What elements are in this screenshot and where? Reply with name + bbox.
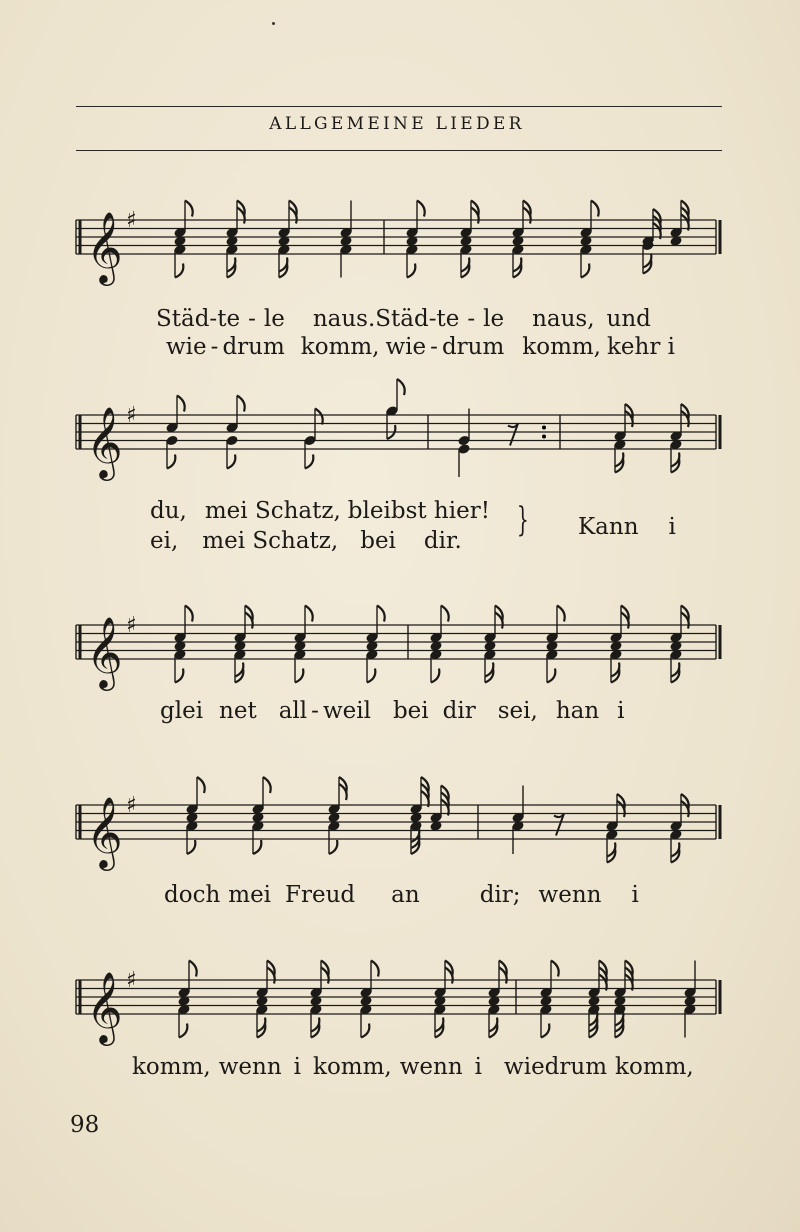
note-flag xyxy=(581,264,589,278)
lyric-syllable: i xyxy=(617,698,625,724)
lyric-syllable: komm, xyxy=(132,1054,211,1080)
lyric-hyphen: - xyxy=(467,306,476,332)
lyric-syllable: Städ-te xyxy=(156,306,241,332)
lyric-syllable: drum xyxy=(222,334,285,360)
lyric-line-2b xyxy=(150,530,462,553)
treble-clef-icon: 𝄞 xyxy=(86,405,123,478)
lyric-syllable: bleibst hier! xyxy=(347,498,490,524)
note-flag xyxy=(263,777,271,793)
lyric-syllable: net xyxy=(219,698,257,724)
lyric-syllable: wenn xyxy=(538,882,602,908)
lyric-syllable: und xyxy=(606,306,651,332)
note-flag xyxy=(591,201,599,217)
sharp-icon: ♯ xyxy=(126,968,137,993)
note-flag xyxy=(253,840,261,854)
note-flag xyxy=(237,396,245,412)
lyric-syllable: wie xyxy=(385,334,427,360)
lyric-syllable: drum xyxy=(441,334,505,360)
note-flag xyxy=(431,669,439,683)
note-flag xyxy=(441,606,449,622)
note-flag xyxy=(185,201,193,217)
lyric-line-1a xyxy=(156,308,651,331)
lyric-line-5 xyxy=(132,1056,694,1079)
sharp-icon: ♯ xyxy=(126,613,137,638)
lyric-syllable: bei xyxy=(392,698,429,724)
lyric-syllable: naus, xyxy=(532,306,595,332)
lyric-syllable: komm, xyxy=(522,334,601,360)
page-header xyxy=(0,114,800,134)
note-flag xyxy=(551,961,559,977)
lyric-syllable: doch xyxy=(164,882,221,908)
lyric-syllable: han xyxy=(555,698,600,724)
note-flag xyxy=(189,961,197,977)
lyric-syllable: Freud xyxy=(285,882,356,908)
paper-speck xyxy=(272,22,275,25)
lyric-syllable: du, xyxy=(150,498,187,524)
page-header-title: ALLGEMEINE LIEDER xyxy=(269,114,525,134)
sharp-icon: ♯ xyxy=(126,793,137,818)
lyric-syllable: ei, xyxy=(150,528,179,554)
lyric-syllable: sei, xyxy=(497,698,538,724)
note-flag xyxy=(367,669,375,683)
header-rule-top xyxy=(76,106,722,107)
lyric-syllable: bei xyxy=(360,528,396,554)
lyric-syllable: glei xyxy=(160,698,204,724)
lyric-syllable: komm, xyxy=(313,1054,392,1080)
note-flag xyxy=(397,379,405,395)
note-flag xyxy=(175,264,183,278)
note-flag xyxy=(167,455,175,469)
lyric-syllable: dir; xyxy=(479,882,521,908)
lyric-syllable: komm, xyxy=(615,1054,694,1080)
lyric-syllable: naus. xyxy=(312,306,376,332)
lyric-syllable: mei xyxy=(228,882,272,908)
lyric-syllable: an xyxy=(391,882,420,908)
lyric-syllable: i xyxy=(668,514,676,540)
lyric-syllable: le xyxy=(483,306,505,332)
lyric-syllable: mei Schatz, xyxy=(204,498,341,524)
lyric-syllable: i xyxy=(631,882,639,908)
lyric-syllable: Städ-te xyxy=(375,306,460,332)
treble-clef-icon: 𝄞 xyxy=(86,615,123,688)
verse-brace: } xyxy=(516,500,529,540)
treble-clef-icon: 𝄞 xyxy=(86,795,123,868)
note-flag xyxy=(371,961,379,977)
note-flag xyxy=(175,669,183,683)
lyric-syllable: all xyxy=(278,698,308,724)
repeat-dot xyxy=(542,435,546,439)
lyric-syllable: kehr i xyxy=(607,334,676,360)
lyric-syllable: le xyxy=(263,306,285,332)
music-staff-3 xyxy=(0,585,800,705)
lyric-hyphen: - xyxy=(430,334,438,360)
note-flag xyxy=(361,1024,369,1038)
note-flag xyxy=(329,840,337,854)
lyric-syllable: dir. xyxy=(423,528,462,554)
lyric-hyphen: - xyxy=(311,698,319,724)
lyric-syllable: Kann xyxy=(578,514,639,540)
lyric-syllable: weil xyxy=(322,698,371,724)
note-flag xyxy=(407,264,415,278)
lyric-hyphen: - xyxy=(248,306,256,332)
note-flag xyxy=(179,1024,187,1038)
lyric-syllable: wenn xyxy=(218,1054,282,1080)
repeat-dot xyxy=(542,426,546,430)
lyric-line-4 xyxy=(164,884,639,907)
lyric-syllable: i xyxy=(474,1054,483,1080)
music-staff-5 xyxy=(0,940,800,1060)
eighth-rest-icon xyxy=(508,424,518,446)
note-flag xyxy=(305,455,313,469)
note-flag xyxy=(177,396,185,412)
note-flag xyxy=(187,840,195,854)
eighth-rest-icon xyxy=(554,814,564,836)
note-flag xyxy=(417,201,425,217)
note-flag xyxy=(305,606,313,622)
lyric-hyphen: - xyxy=(210,334,219,360)
lyric-syllable: wenn xyxy=(399,1054,463,1080)
music-staff-1 xyxy=(0,180,800,300)
lyric-syllable: mei Schatz, xyxy=(202,528,339,554)
lyric-syllable: wie xyxy=(166,334,207,360)
lyric-line-1b xyxy=(166,336,675,359)
sharp-icon: ♯ xyxy=(126,403,137,428)
lyric-line-3 xyxy=(160,700,625,723)
lyric-syllable: i xyxy=(293,1054,302,1080)
treble-clef-icon: 𝄞 xyxy=(86,210,123,283)
note-flag xyxy=(557,606,565,622)
lyric-syllable: dir xyxy=(442,698,476,724)
sharp-icon: ♯ xyxy=(126,208,137,233)
note-flag xyxy=(541,1024,549,1038)
note-flag xyxy=(295,669,303,683)
music-staff-2 xyxy=(0,375,800,495)
note-flag xyxy=(197,777,205,793)
lyric-line-2c xyxy=(578,516,676,539)
note-flag xyxy=(377,606,385,622)
note-flag xyxy=(315,409,323,425)
note-flag xyxy=(547,669,555,683)
note-flag xyxy=(185,606,193,622)
lyric-line-2a xyxy=(150,500,490,523)
lyric-syllable: wiedrum xyxy=(504,1054,608,1080)
treble-clef-icon: 𝄞 xyxy=(86,970,123,1043)
header-rule-bottom xyxy=(76,150,722,151)
note-flag xyxy=(227,455,235,469)
page-number: 98 xyxy=(70,1112,100,1138)
music-staff-4 xyxy=(0,765,800,885)
lyric-syllable: komm, xyxy=(300,334,380,360)
